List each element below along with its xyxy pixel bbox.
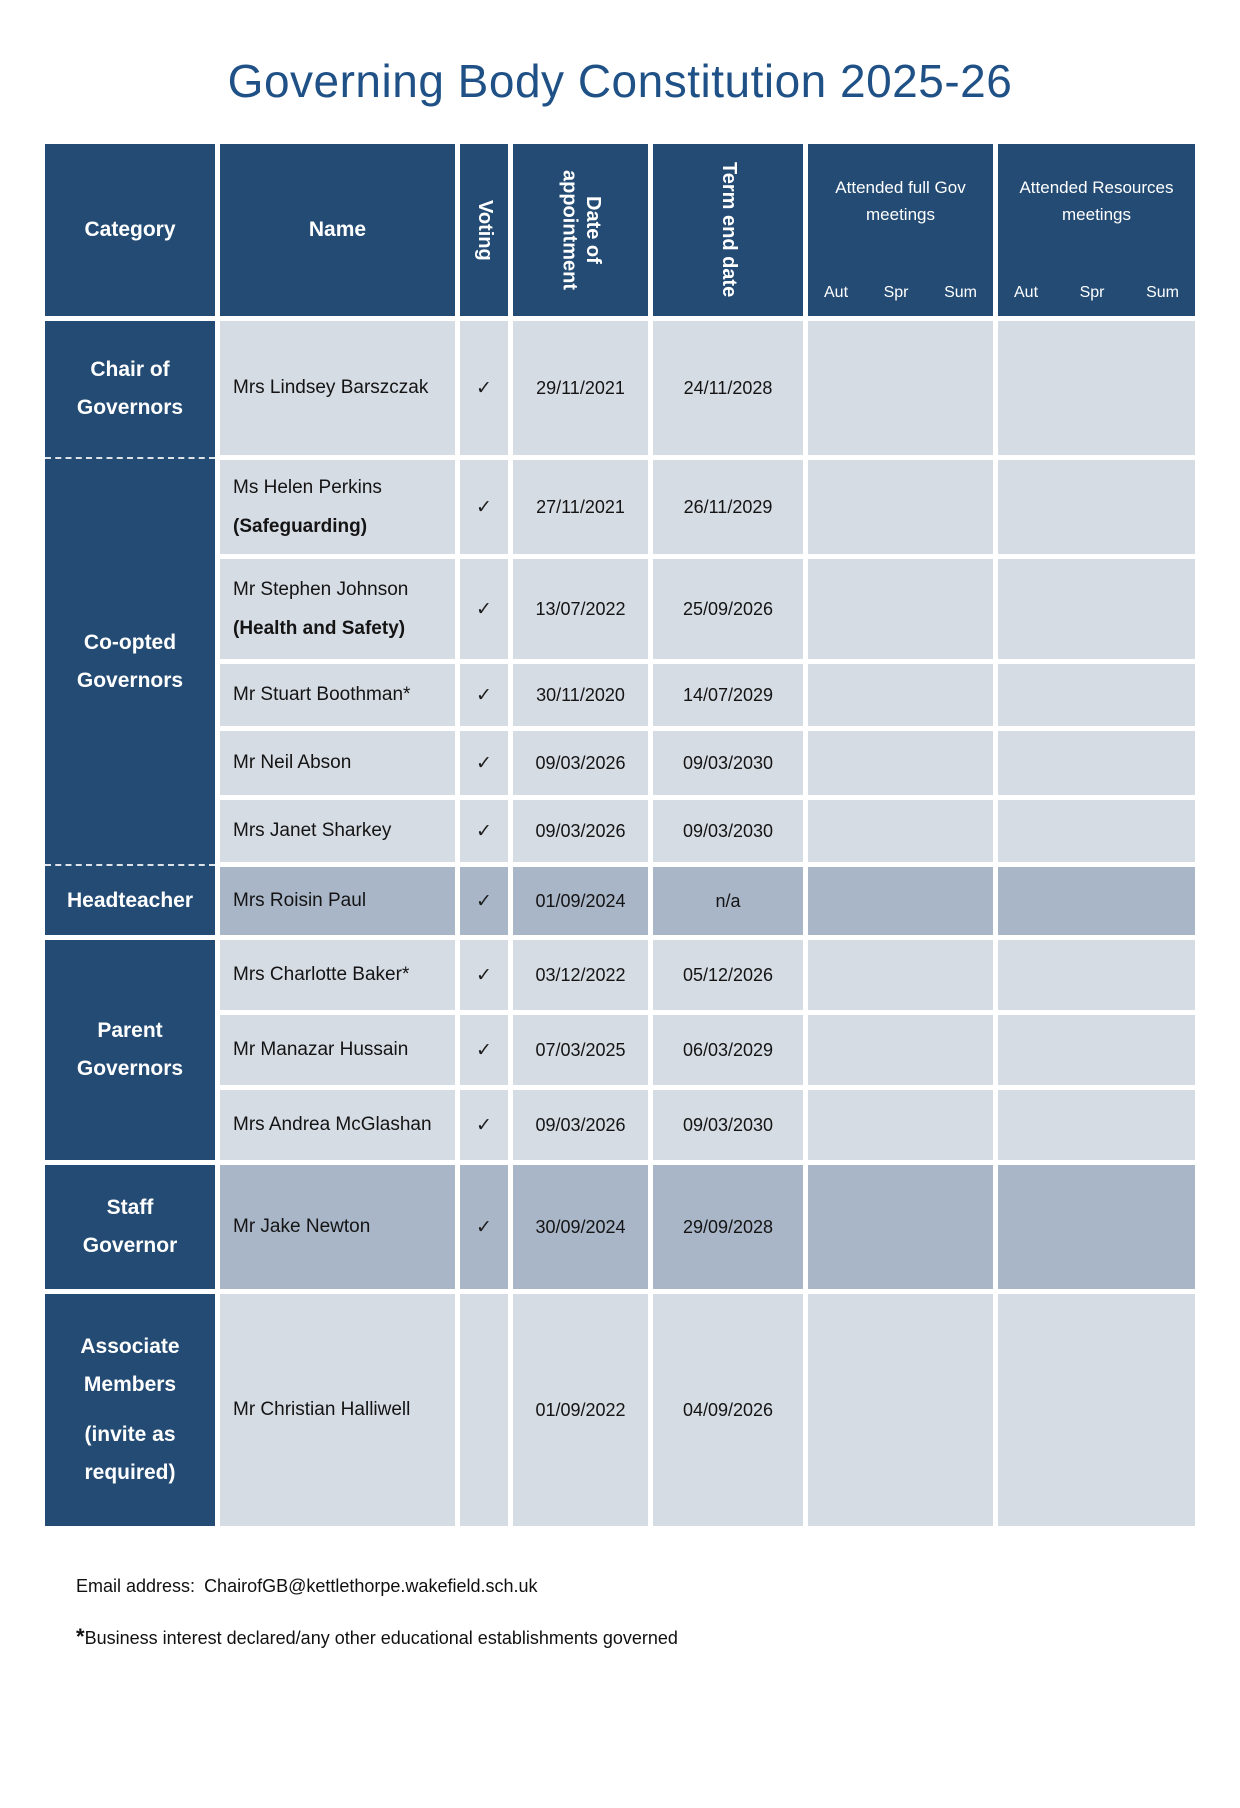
term-spr-label: Spr — [883, 284, 909, 301]
attended-full-gov-cell — [808, 1090, 993, 1160]
appointment-date-cell: 29/11/2021 — [513, 321, 648, 455]
appointment-date-cell: 01/09/2024 — [513, 867, 648, 935]
term-end-cell: 14/07/2029 — [653, 664, 803, 726]
term-end-cell: 09/03/2030 — [653, 800, 803, 862]
attended-resources-terms — [1006, 284, 1187, 302]
category-label: Parent Governors — [76, 1019, 184, 1080]
category-block-top — [45, 321, 215, 935]
voting-cell — [460, 1294, 508, 1526]
asterisk: * — [76, 1624, 85, 1649]
appointment-date-cell: 30/11/2020 — [513, 664, 648, 726]
member-name: Mr Jake Newton — [233, 1216, 371, 1237]
header-date-of-appointment-label: Date of appointment — [558, 170, 605, 290]
member-name: Mr Neil Abson — [233, 752, 352, 773]
appointment-date-cell: 13/07/2022 — [513, 559, 648, 659]
member-role-note: (Safeguarding) — [233, 515, 368, 537]
header-name: Name — [220, 144, 455, 316]
attended-resources-cell — [998, 1015, 1195, 1085]
appointment-date-cell: 09/03/2026 — [513, 1090, 648, 1160]
name-cell — [220, 664, 455, 726]
category-label: Chair of Governors — [76, 358, 184, 419]
category-associate-members — [45, 1294, 215, 1526]
appointment-date-cell: 03/12/2022 — [513, 940, 648, 1010]
category-parent-governors — [45, 940, 215, 1160]
member-name: Mrs Janet Sharkey — [233, 820, 392, 841]
term-end-cell: n/a — [653, 867, 803, 935]
attended-full-gov-cell — [808, 1294, 993, 1526]
attended-resources-cell — [998, 1090, 1195, 1160]
attended-resources-cell — [998, 1165, 1195, 1289]
attended-resources-label: Attended Resources meetings — [1019, 178, 1174, 225]
term-end-cell: 24/11/2028 — [653, 321, 803, 455]
attended-resources-cell — [998, 321, 1195, 455]
attended-resources-cell — [998, 731, 1195, 795]
attended-resources-cell — [998, 1294, 1195, 1526]
attended-full-gov-label: Attended full Gov meetings — [835, 178, 966, 225]
name-cell — [220, 1165, 455, 1289]
term-aut-label: Aut — [824, 284, 849, 301]
attended-full-gov-cell — [808, 559, 993, 659]
name-cell — [220, 559, 455, 659]
term-end-cell: 25/09/2026 — [653, 559, 803, 659]
attended-resources-cell — [998, 867, 1195, 935]
member-name: Mrs Roisin Paul — [233, 890, 367, 911]
category-label: Associate Members — [80, 1335, 180, 1397]
term-end-cell: 09/03/2030 — [653, 731, 803, 795]
name-cell — [220, 940, 455, 1010]
category-staff-governor — [45, 1165, 215, 1289]
member-name: Mr Christian Halliwell — [233, 1399, 411, 1420]
attended-resources-cell — [998, 664, 1195, 726]
voting-cell: ✓ — [460, 664, 508, 726]
appointment-date-cell: 30/09/2024 — [513, 1165, 648, 1289]
category-co-opted-governors — [45, 457, 215, 864]
attended-full-gov-cell — [808, 664, 993, 726]
member-name: Ms Helen Perkins — [233, 476, 382, 498]
header-category: Category — [45, 144, 215, 316]
page-footer — [76, 1576, 1240, 1650]
attended-full-gov-terms — [816, 284, 985, 302]
attended-resources-cell — [998, 940, 1195, 1010]
voting-cell: ✓ — [460, 800, 508, 862]
note-text: Business interest declared/any other educational establishments governed — [84, 1628, 678, 1648]
term-aut-label: Aut — [1014, 284, 1039, 301]
table-body — [45, 321, 1195, 1526]
header-date-of-appointment — [513, 144, 648, 316]
appointment-date-cell: 09/03/2026 — [513, 731, 648, 795]
header-term-end-date — [653, 144, 803, 316]
member-name: Mr Manazar Hussain — [233, 1039, 409, 1060]
header-term-end-date-label: Term end date — [717, 162, 740, 298]
member-role-note: (Health and Safety) — [233, 617, 406, 639]
name-cell — [220, 867, 455, 935]
term-end-cell: 04/09/2026 — [653, 1294, 803, 1526]
business-interest-note — [76, 1624, 1240, 1650]
voting-cell: ✓ — [460, 460, 508, 554]
category-label: Co-opted Governors — [76, 630, 184, 692]
member-name: Mrs Andrea McGlashan — [233, 1114, 432, 1135]
attended-full-gov-cell — [808, 321, 993, 455]
attended-full-gov-cell — [808, 731, 993, 795]
term-end-cell: 29/09/2028 — [653, 1165, 803, 1289]
category-label: Staff Governor — [82, 1196, 178, 1257]
page-title: Governing Body Constitution 2025-26 — [227, 55, 1013, 107]
attended-full-gov-cell — [808, 800, 993, 862]
term-end-cell: 26/11/2029 — [653, 460, 803, 554]
name-cell — [220, 731, 455, 795]
name-cell — [220, 1015, 455, 1085]
term-end-cell: 06/03/2029 — [653, 1015, 803, 1085]
email-line — [76, 1576, 1240, 1597]
name-cell — [220, 321, 455, 455]
header-attended-full-gov — [808, 144, 993, 316]
voting-cell: ✓ — [460, 321, 508, 455]
attended-resources-cell — [998, 460, 1195, 554]
category-label: Headteacher — [66, 888, 194, 912]
term-spr-label: Spr — [1079, 284, 1105, 301]
category-label-note: (invite as required) — [84, 1423, 176, 1484]
attended-resources-cell — [998, 800, 1195, 862]
header-voting — [460, 144, 508, 316]
email-label: Email address: — [76, 1576, 196, 1596]
voting-cell: ✓ — [460, 731, 508, 795]
category-chair-of-governors — [45, 321, 215, 457]
name-cell — [220, 460, 455, 554]
constitution-table — [45, 144, 1195, 1526]
table-header-row — [45, 144, 1195, 316]
voting-cell: ✓ — [460, 1090, 508, 1160]
member-name: Mr Stephen Johnson — [233, 578, 409, 600]
email-address: ChairofGB@kettlethorpe.wakefield.sch.uk — [204, 1576, 538, 1596]
header-voting-label: Voting — [473, 199, 496, 261]
attended-resources-cell — [998, 559, 1195, 659]
appointment-date-cell: 07/03/2025 — [513, 1015, 648, 1085]
attended-full-gov-cell — [808, 1015, 993, 1085]
category-headteacher — [45, 864, 215, 935]
name-cell — [220, 1090, 455, 1160]
member-name: Mr Stuart Boothman* — [233, 684, 411, 705]
header-attended-resources — [998, 144, 1195, 316]
voting-cell: ✓ — [460, 940, 508, 1010]
voting-cell: ✓ — [460, 1165, 508, 1289]
name-cell — [220, 800, 455, 862]
member-name: Mrs Lindsey Barszczak — [233, 377, 429, 398]
name-cell — [220, 1294, 455, 1526]
attended-full-gov-cell — [808, 940, 993, 1010]
attended-full-gov-cell — [808, 1165, 993, 1289]
appointment-date-cell: 27/11/2021 — [513, 460, 648, 554]
term-sum-label: Sum — [944, 284, 977, 301]
appointment-date-cell: 09/03/2026 — [513, 800, 648, 862]
attended-full-gov-cell — [808, 460, 993, 554]
voting-cell: ✓ — [460, 1015, 508, 1085]
appointment-date-cell: 01/09/2022 — [513, 1294, 648, 1526]
term-end-cell: 05/12/2026 — [653, 940, 803, 1010]
attended-full-gov-cell — [808, 867, 993, 935]
term-end-cell: 09/03/2030 — [653, 1090, 803, 1160]
voting-cell: ✓ — [460, 559, 508, 659]
voting-cell: ✓ — [460, 867, 508, 935]
term-sum-label: Sum — [1146, 284, 1179, 301]
member-name: Mrs Charlotte Baker* — [233, 964, 410, 985]
